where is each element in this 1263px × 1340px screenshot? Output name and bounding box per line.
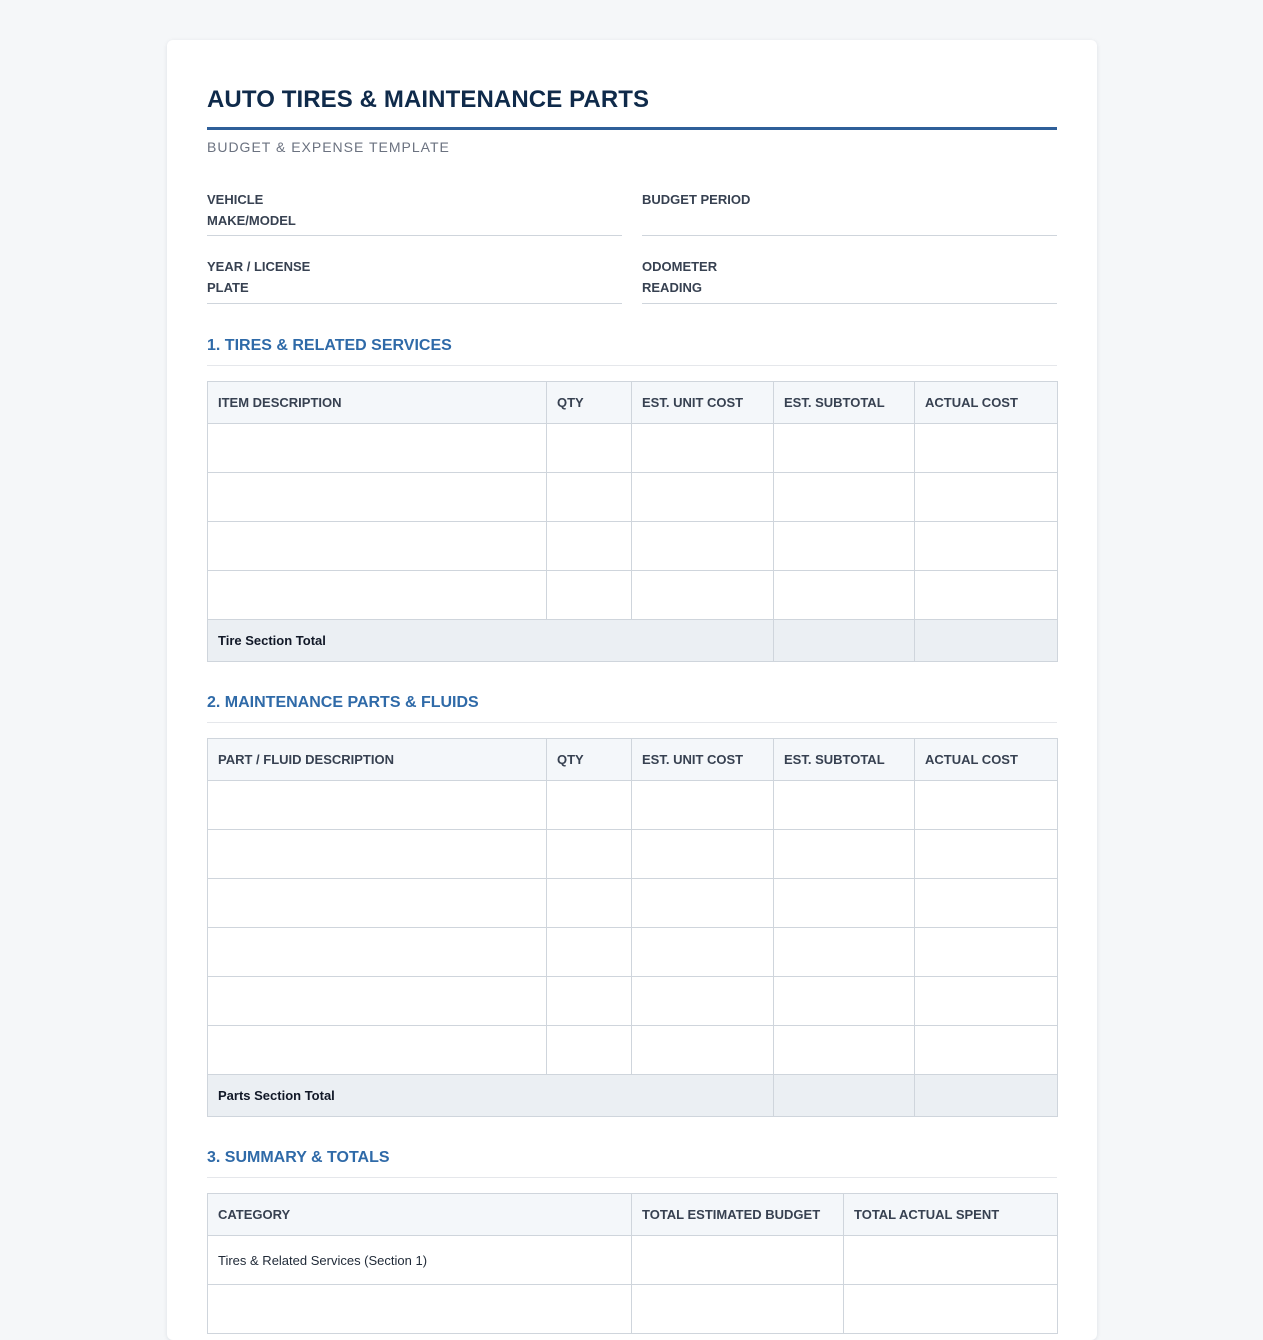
table-cell[interactable] bbox=[915, 1026, 1058, 1075]
table-cell[interactable] bbox=[208, 424, 547, 473]
table-row bbox=[208, 977, 1058, 1026]
total-label: Parts Section Total bbox=[208, 1075, 774, 1117]
total-est-subtotal-cell[interactable] bbox=[774, 1075, 915, 1117]
table-row bbox=[208, 571, 1058, 620]
table-cell[interactable] bbox=[915, 424, 1058, 473]
column-header: EST. SUBTOTAL bbox=[774, 382, 915, 424]
section3-title: 3. SUMMARY & TOTALS bbox=[207, 1149, 1057, 1178]
table-cell[interactable] bbox=[208, 879, 547, 928]
table-cell[interactable] bbox=[915, 781, 1058, 830]
table-cell[interactable] bbox=[632, 928, 774, 977]
column-header: EST. UNIT COST bbox=[632, 739, 774, 781]
table-row bbox=[208, 781, 1058, 830]
table-header-row bbox=[208, 1194, 1058, 1236]
vehicle-make-model-label: VEHICLE MAKE/MODEL bbox=[207, 192, 296, 228]
total-actual-cost-cell[interactable] bbox=[915, 1075, 1058, 1117]
section-total-row bbox=[208, 620, 1058, 662]
table-row bbox=[208, 522, 1058, 571]
column-header: ACTUAL COST bbox=[915, 739, 1058, 781]
document-card bbox=[167, 40, 1097, 1340]
table-cell[interactable] bbox=[208, 977, 547, 1026]
table-cell[interactable] bbox=[632, 879, 774, 928]
table-cell[interactable] bbox=[208, 1026, 547, 1075]
table-cell[interactable] bbox=[547, 928, 632, 977]
title-divider bbox=[207, 127, 1057, 130]
table-cell[interactable] bbox=[844, 1236, 1058, 1285]
year-license-plate-field[interactable] bbox=[207, 256, 622, 304]
table-cell[interactable] bbox=[632, 571, 774, 620]
column-header: QTY bbox=[547, 382, 632, 424]
category-cell: Tires & Related Services (Section 1) bbox=[208, 1236, 632, 1285]
table-cell[interactable] bbox=[547, 830, 632, 879]
total-label: Tire Section Total bbox=[208, 620, 774, 662]
table-row bbox=[208, 830, 1058, 879]
table-row bbox=[208, 879, 1058, 928]
table-cell[interactable] bbox=[547, 977, 632, 1026]
budget-period-label: BUDGET PERIOD bbox=[642, 192, 751, 207]
year-license-plate-label: YEAR / LICENSE PLATE bbox=[207, 259, 311, 295]
table-cell[interactable] bbox=[774, 879, 915, 928]
table-cell[interactable] bbox=[547, 781, 632, 830]
table-cell[interactable] bbox=[632, 1236, 844, 1285]
table-cell[interactable] bbox=[774, 781, 915, 830]
column-header: TOTAL ESTIMATED BUDGET bbox=[632, 1194, 844, 1236]
table-cell[interactable] bbox=[915, 879, 1058, 928]
table-row bbox=[208, 473, 1058, 522]
parts-table bbox=[207, 738, 1058, 1117]
table-cell[interactable] bbox=[208, 522, 547, 571]
table-cell[interactable] bbox=[774, 424, 915, 473]
table-row bbox=[208, 928, 1058, 977]
table-cell[interactable] bbox=[547, 522, 632, 571]
table-cell[interactable] bbox=[774, 928, 915, 977]
table-header-row bbox=[208, 739, 1058, 781]
table-cell[interactable] bbox=[208, 571, 547, 620]
table-row bbox=[208, 1285, 1058, 1334]
total-est-subtotal-cell[interactable] bbox=[774, 620, 915, 662]
table-cell[interactable] bbox=[844, 1285, 1058, 1334]
table-cell[interactable] bbox=[547, 424, 632, 473]
table-cell[interactable] bbox=[632, 1026, 774, 1075]
column-header: EST. SUBTOTAL bbox=[774, 739, 915, 781]
table-cell[interactable] bbox=[915, 977, 1058, 1026]
document-title: AUTO TIRES & MAINTENANCE PARTS bbox=[207, 86, 650, 113]
table-cell[interactable] bbox=[774, 1026, 915, 1075]
odometer-reading-field[interactable] bbox=[642, 256, 1057, 304]
table-cell[interactable] bbox=[915, 522, 1058, 571]
table-header-row bbox=[208, 382, 1058, 424]
column-header: ITEM DESCRIPTION bbox=[208, 382, 547, 424]
section1-title: 1. TIRES & RELATED SERVICES bbox=[207, 337, 1057, 366]
table-cell[interactable] bbox=[774, 977, 915, 1026]
table-cell[interactable] bbox=[547, 571, 632, 620]
table-cell[interactable] bbox=[632, 473, 774, 522]
category-cell bbox=[208, 1285, 632, 1334]
table-cell[interactable] bbox=[632, 781, 774, 830]
table-cell[interactable] bbox=[547, 879, 632, 928]
table-cell[interactable] bbox=[915, 473, 1058, 522]
column-header: PART / FLUID DESCRIPTION bbox=[208, 739, 547, 781]
summary-table bbox=[207, 1193, 1058, 1334]
table-cell[interactable] bbox=[632, 424, 774, 473]
total-actual-cost-cell[interactable] bbox=[915, 620, 1058, 662]
table-cell[interactable] bbox=[208, 781, 547, 830]
column-header: TOTAL ACTUAL SPENT bbox=[844, 1194, 1058, 1236]
table-cell[interactable] bbox=[774, 830, 915, 879]
table-cell[interactable] bbox=[774, 473, 915, 522]
table-row bbox=[208, 424, 1058, 473]
tires-table bbox=[207, 381, 1058, 662]
table-cell[interactable] bbox=[632, 830, 774, 879]
table-cell[interactable] bbox=[915, 571, 1058, 620]
table-row bbox=[208, 1026, 1058, 1075]
column-header: ACTUAL COST bbox=[915, 382, 1058, 424]
table-cell[interactable] bbox=[774, 571, 915, 620]
table-cell[interactable] bbox=[774, 522, 915, 571]
table-cell[interactable] bbox=[915, 928, 1058, 977]
column-header: EST. UNIT COST bbox=[632, 382, 774, 424]
table-cell[interactable] bbox=[632, 1285, 844, 1334]
table-cell[interactable] bbox=[915, 830, 1058, 879]
table-row bbox=[208, 1236, 1058, 1285]
table-cell[interactable] bbox=[208, 830, 547, 879]
table-cell[interactable] bbox=[632, 522, 774, 571]
odometer-reading-label: ODOMETER READING bbox=[642, 259, 718, 295]
table-cell[interactable] bbox=[547, 1026, 632, 1075]
table-cell[interactable] bbox=[208, 928, 547, 977]
table-cell[interactable] bbox=[632, 977, 774, 1026]
document-subtitle: BUDGET & EXPENSE TEMPLATE bbox=[207, 139, 450, 155]
budget-period-field[interactable] bbox=[642, 189, 1057, 236]
vehicle-make-model-field[interactable] bbox=[207, 189, 622, 236]
table-cell[interactable] bbox=[547, 473, 632, 522]
column-header: CATEGORY bbox=[208, 1194, 632, 1236]
section2-title: 2. MAINTENANCE PARTS & FLUIDS bbox=[207, 694, 1057, 723]
table-cell[interactable] bbox=[208, 473, 547, 522]
column-header: QTY bbox=[547, 739, 632, 781]
section-total-row bbox=[208, 1075, 1058, 1117]
